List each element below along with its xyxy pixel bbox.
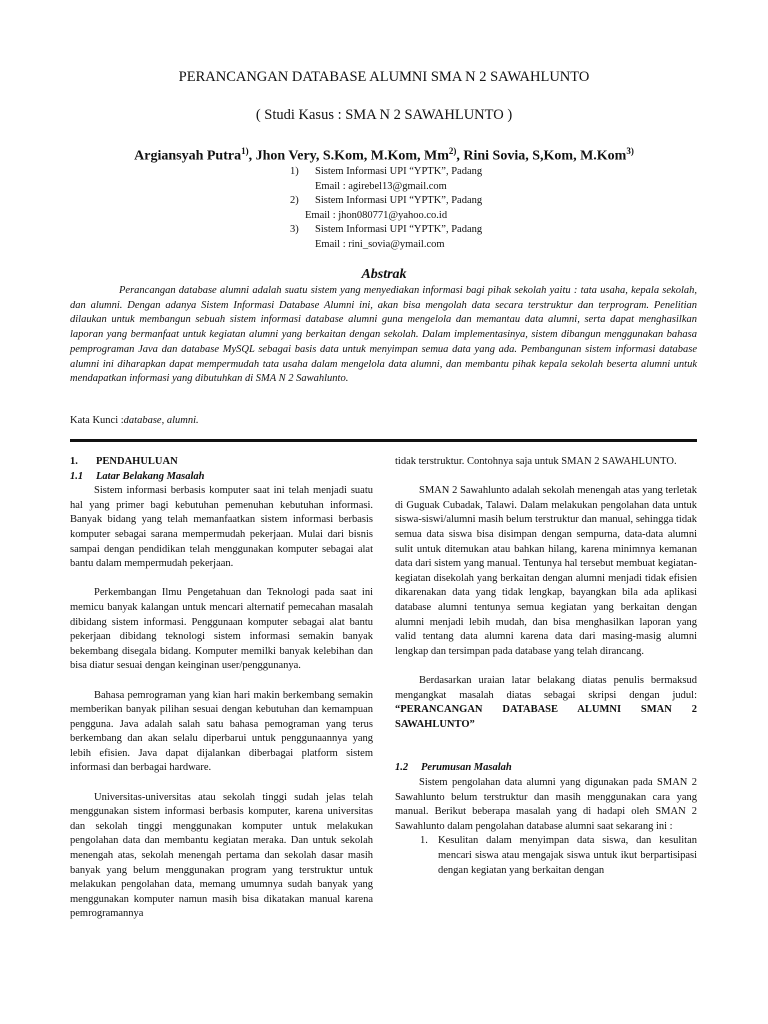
- section-number: 1.: [70, 456, 78, 467]
- affiliation-email: Email : rini_sovia@ymail.com: [315, 238, 445, 250]
- affiliation-item: [290, 194, 590, 209]
- subsection-number: 1.2: [395, 762, 409, 774]
- subsection-number: 1.1: [70, 470, 84, 482]
- abstract-text: Perancangan database alumni adalah suatu sistem yang menyediakan informasi bagi pihak sekolah yaitu : tata usaha, kepala sekolah, dan alumni. Dengan adanya Sistem Informasi Database Alumni ini, akan bisa mengolah data secara terstruktur dan terprogram. Penelitian dilaukan untuk membangun sebuah sistem informasi database alumni guna mengelola dan memantau data alumni, serta dapat menghasilkan laporan yang bermanfaat untuk kegiatan alumni yang berkaitan dengan sekolah. Dalam implementasinya, sistem dibangun menggunakan bahasa pemprograman Java dan database MySQL sebagai basis data untuk menyimpan semua data yang ada. Pembangunan sistem informasi database alumni ini diharapkan dapat mempermudah tata usaha dalam mengelola data alumni, dan membantu pihak kepala sekolah beserta alumni untuk mendapatkan informasi yang dibutuhkan di SMA N 2 Sawahlunto.: [70, 285, 697, 385]
- paragraph: SMAN 2 Sawahlunto adalah sekolah menengah atas yang terletak di Guguak Cubadak, Talawi. Dalam melakukan pengolahan data untuk siswa-siswi/alumni masih belum terstruktur dan manual, sehingga tidak semua data siswa bisa disimpan dengan sempurna, data-data alumni sulit untuk ditemukan atau bahkan hilang, karena minimnya kemanan data dari sistem yang manual. Tentunya hal tersebut membuat kegiatan-kegiatan disekolah yang berkaitan dengan alumni menjadi tidak efisien dikarenakan data yang tidak lengkap, bayangkan bila ada aplikasi database alumni tentunya semua kegiatan yang berkaitan dengan alumni menjadi lebih mudah, dan bisa menghasilkan laporan yang valid tentang data alumni karena data dari masing-masig alumni lengkap dan tersimpan pada database yang telah dirancang.: [395, 485, 697, 657]
- author-mark: 3): [626, 146, 634, 156]
- affiliation-institution: Sistem Informasi UPI “YPTK”, Padang: [315, 166, 483, 177]
- left-column: [70, 455, 373, 922]
- thesis-title: “PERANCANGAN DATABASE ALUMNI SMAN 2 SAWAHLUNTO”: [395, 704, 697, 730]
- affiliation-list: [290, 165, 590, 253]
- affiliation-institution: Sistem Informasi UPI “YPTK”, Padang: [315, 224, 483, 236]
- subsection-title: Latar Belakang Masalah: [96, 470, 205, 482]
- affiliation-number: 1): [290, 166, 299, 177]
- author-name: Argiansyah Putra: [134, 148, 242, 164]
- keywords: [70, 415, 199, 426]
- subsection-heading: [70, 470, 373, 485]
- affiliation-email: Email : jhon080771@yahoo.co.id: [305, 209, 448, 221]
- abstract-heading: Abstrak: [361, 267, 407, 282]
- author-name: , Jhon Very, S.Kom, M.Kom, Mm: [248, 148, 449, 164]
- affiliation-number: 3): [290, 224, 299, 236]
- affiliation-item: [290, 165, 590, 180]
- affiliation-item: [290, 223, 590, 238]
- paragraph: Sistem pengolahan data alumni yang digunakan pada SMAN 2 Sawahlunto belum terstruktur dan masih menggunakan cara yang manual. Berikut beberapa masalah yang di hadapi oleh SMAN 2 Sawahlunto dalam pengolahan database alumni saat sekarang ini :: [395, 777, 697, 832]
- paragraph: tidak terstruktur. Contohnya saja untuk SMAN 2 SAWAHLUNTO.: [395, 456, 677, 467]
- affiliation-institution: Sistem Informasi UPI “YPTK”, Padang: [315, 195, 483, 207]
- list-text: Kesulitan dalam menyimpan data siswa, dan kesulitan mencari siswa atau mengajak siswa untuk ikut berpartisipasi dengan kegiatan yang berkaitan dengan: [438, 835, 697, 876]
- affiliation-number: 2): [290, 195, 299, 207]
- paper-subtitle: ( Studi Kasus : SMA N 2 SAWAHLUNTO ): [255, 107, 513, 123]
- keywords-text: database, alumni.: [123, 415, 199, 426]
- paragraph: Universitas-universitas atau sekolah tinggi sudah jelas telah menggunakan sistem informasi berbasis komputer, karena universitas dan sekolah tinggi menggunakan komputer untuk melakukan pengolahan data dan membantu kegiatan meraka. Dan untuk sekolah menengah atas, sekolah menengah pertama dan sekolah dasar masih banyak yang belum menggunakan program yang terstruktur untuk melakukan pengolahan data, memang umumnya sudah banyak yang menggunakan komputer namun masih bisa dikatakan manual karena pemrogramannya: [70, 791, 373, 920]
- section-divider: [70, 439, 697, 442]
- author-list: [0, 146, 768, 165]
- paragraph: [395, 674, 697, 732]
- paragraph: Perkembangan Ilmu Pengetahuan dan Teknologi pada saat ini memicu banyak kalangan untuk mencari alternatif pemecahan masalah dibidang sistem informasi. Penggunaan komputer sebagai alat bantu pekerjaan dibidang teknologi sistem informasi semakin banyak bekembang disegala bidang. Komputer memilki banyak kelebihan dan bisa diatur sesuai dengan keinginan user/penggunanya.: [70, 587, 373, 672]
- author-mark: 1): [241, 146, 249, 156]
- paper-title: PERANCANGAN DATABASE ALUMNI SMA N 2 SAWAHLUNTO: [178, 69, 590, 85]
- keywords-label: Kata Kunci :: [70, 415, 124, 426]
- section-heading: [70, 455, 373, 470]
- author-mark: 2): [448, 146, 457, 156]
- affiliation-email: Email : agirebel13@gmail.com: [315, 180, 447, 192]
- section-title: PENDAHULUAN: [96, 456, 178, 467]
- subsection-title: Perumusan Masalah: [421, 762, 512, 774]
- paragraph-text: Berdasarkan uraian latar belakang diatas penulis bermaksud mengangkat masalah diatas sebagai skripsi dengan judul:: [395, 674, 697, 701]
- subsection-heading: [395, 761, 697, 776]
- list-item: [395, 834, 697, 878]
- list-number: 1.: [420, 835, 428, 847]
- paragraph: Sistem informasi berbasis komputer saat ini telah menjadi suatu hal yang primer bagi kebutuhan pemenuhan kebutuhan informasi. Banyak bidang yang telah memanfaatkan sistem informasi berbasis komputer sebagai sarana mempermudah pekerjaan. Mulai dari bisnis sampai dengan pendidikan telah menggunakan komputer sebagai alat bantu dalam mempermudah pekerjaan.: [70, 485, 373, 570]
- paragraph: Bahasa pemrograman yang kian hari makin berkembang semakin memberikan banyak pilihan sesuai dengan kebutuhan dan kemampuan pengguna. Java adalah salah satu bahasa pemograman yang terus berkembang dan akan selalu diperbarui untuk penggunaannya yang lebih efisien. Java dapat dijalankan diberbagai platform sistem informasi dan berbagai hardware.: [70, 689, 373, 774]
- author-name: , Rini Sovia, S,Kom, M.Kom: [456, 148, 627, 164]
- right-column: [395, 455, 697, 878]
